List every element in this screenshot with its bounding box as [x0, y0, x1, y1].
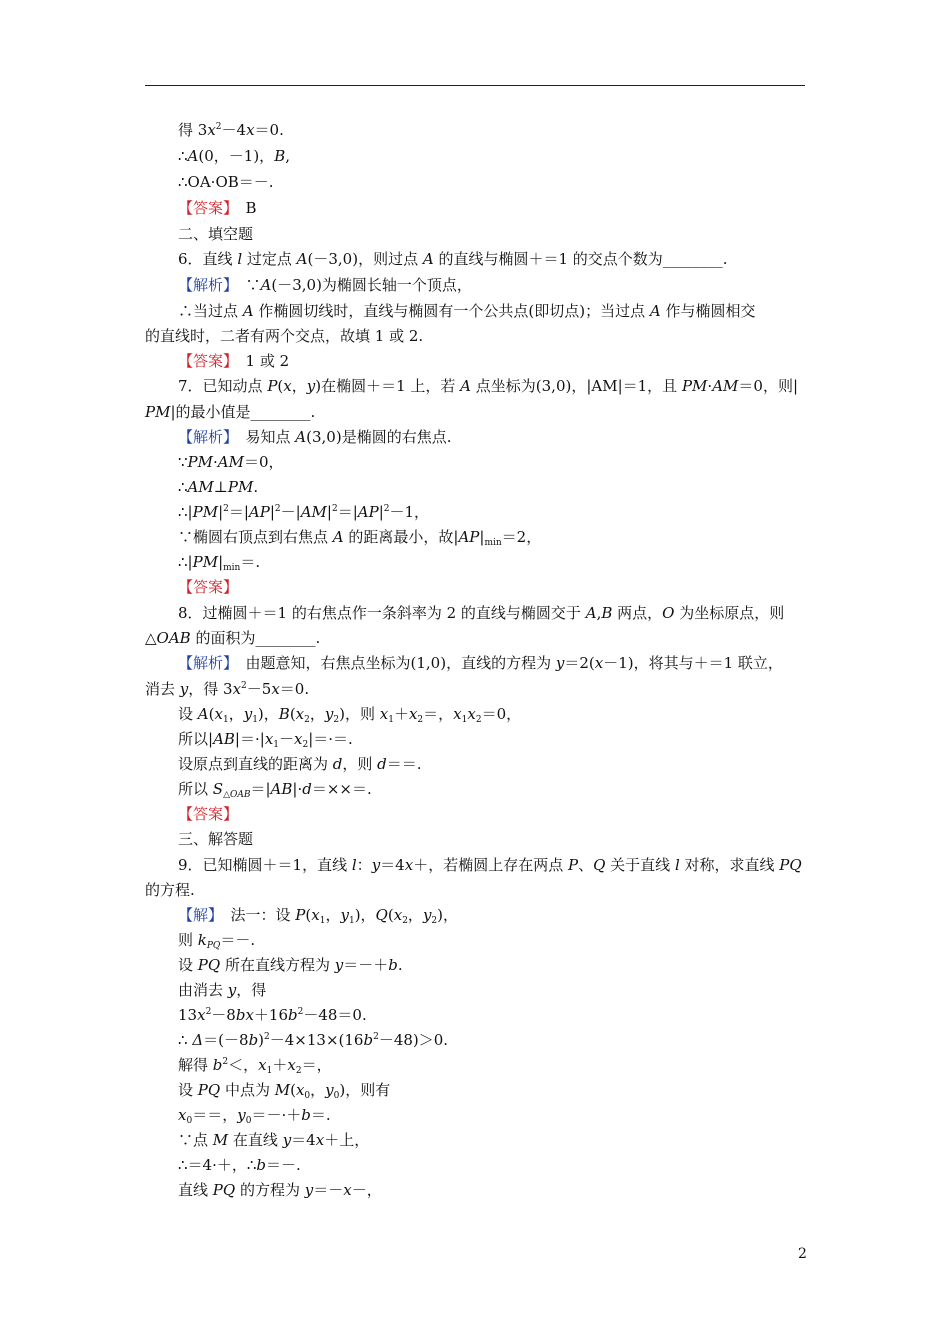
text-line: 【解析】 易知点 A(3,0)是椭圆的右焦点.: [178, 428, 452, 446]
text-line: 【解析】 ∵A(－3,0)为椭圆长轴一个顶点，: [178, 276, 472, 294]
text-line: 【解析】 由题意知，右焦点坐标为(1,0)，直线的方程为 y＝2(x－1)，将其与＋＝1 联立，: [178, 654, 783, 672]
text-line: 【答案】: [178, 805, 239, 823]
text-line: 设 PQ 中点为 $M(x_0$，$y_0$)，则有: [178, 1081, 391, 1101]
text-line: 则 $k_{PQ}=-$.: [178, 931, 256, 951]
text-line: 设 PQ 所在直线方程为 y＝－＋b.: [178, 956, 403, 974]
text-line: 设原点到直线的距离为 d，则 d＝＝.: [178, 755, 422, 773]
text-line: ∴＝4·＋，∴b＝－.: [178, 1156, 301, 1174]
text-line: $x_0==$，$y_0=-\cdot+b=$.: [178, 1106, 331, 1126]
text-line: ∴AM⊥PM.: [178, 478, 259, 496]
text-line: 【解】 法一：设 $P(x_1$，$y_1$)，$Q(x_2$，$y_2$)，: [178, 906, 459, 926]
text-line: 由消去 y，得: [178, 981, 267, 999]
text-line: 的直线时，二者有两个交点，故填 1 或 2.: [145, 327, 424, 345]
text-line: $\therefore|PM|^2=|AP|^2-|AM|^2=|AP|^2-1$，: [178, 503, 430, 521]
page-number: 2: [798, 1246, 807, 1262]
text-line: 6．直线 l 过定点 A(－3,0)，则过点 A 的直线与椭圆＋＝1 的交点个数为________.: [178, 250, 728, 268]
text-line: 消去 y，得 $3x^2-5x=0$.: [145, 680, 310, 698]
text-line: ∴OA·OB＝－.: [178, 173, 274, 191]
text-line: 7．已知动点 P(x，y)在椭圆＋＝1 上，若 A 点坐标为(3,0)，|AM|＝1，且 PM·AM＝0，则|: [178, 377, 799, 395]
text-line: $13x^2-8bx+16b^2-48=0$.: [178, 1006, 367, 1024]
text-line: ∴当过点 A 作椭圆切线时，直线与椭圆有一个公共点(即切点)；当过点 A 作与椭圆相交: [178, 302, 756, 320]
text-line: 三、解答题: [178, 830, 254, 848]
text-line: 9．已知椭圆＋＝1，直线 l：y＝4x＋，若椭圆上存在两点 P、Q 关于直线 l 对称，求直线 PQ: [178, 856, 802, 874]
text-line: 8．过椭圆＋＝1 的右焦点作一条斜率为 2 的直线与椭圆交于 A,B 两点，O 为坐标原点，则: [178, 604, 785, 622]
text-line: 二、填空题: [178, 225, 254, 243]
text-line: 【答案】 B: [178, 199, 257, 217]
text-line: ∵PM·AM＝0，: [178, 453, 284, 471]
text-line: ∴ $\Delta=(-8b)^2-4\times 13\times(16b^2-48)>0$.: [178, 1031, 449, 1049]
text-line: PM|的最小值是________.: [145, 403, 316, 421]
text-line: 【答案】: [178, 578, 239, 596]
text-line: 设 $A(x_1$，$y_1$)，$B(x_2$，$y_2$)，则 $x_1+x_2=$，$x_1x_2=0$，: [178, 705, 522, 725]
text-line: 得 $3x^2-4x=0$.: [178, 121, 284, 139]
text-line: ∵点 M 在直线 y＝4x＋上，: [178, 1131, 370, 1149]
text-line: ∵椭圆右顶点到右焦点 A 的距离最小，故$|AP|_{min}=2$，: [178, 528, 542, 548]
text-line: $\therefore|PM|_{min}=$.: [178, 553, 261, 573]
text-line: 的方程.: [145, 881, 195, 899]
text-line: 解得 $b^2<$，$x_1+x_2=$，: [178, 1056, 332, 1076]
text-line: ∴A(0，－1)，B,: [178, 147, 290, 165]
text-line: △OAB 的面积为________.: [145, 629, 321, 647]
text-line: 直线 PQ 的方程为 y＝－x－，: [178, 1181, 382, 1199]
text-line: 【答案】 1 或 2: [178, 352, 290, 370]
text-line: 所以$|AB|=\cdot|x_1-x_2|=\cdot=$.: [178, 730, 353, 750]
text-line: 所以 $S_{\triangle OAB}=|AB|\cdot d=\times\times=$.: [178, 780, 372, 800]
header-rule: [145, 85, 805, 86]
